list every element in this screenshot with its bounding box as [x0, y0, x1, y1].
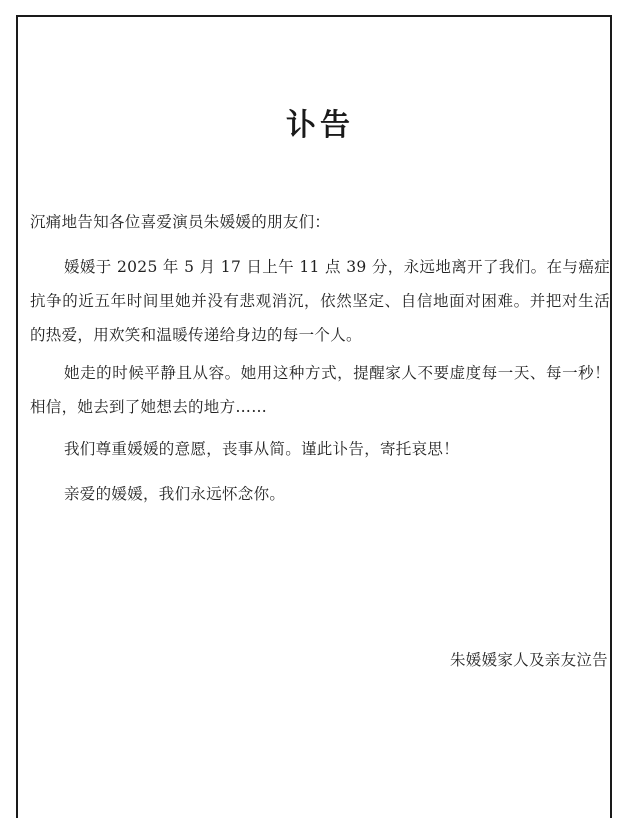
page-title: 讣告: [286, 108, 354, 143]
paragraph-funeral-arrangements: 我们尊重媛媛的意愿，丧事从简。谨此讣告，寄托哀思！: [64, 440, 460, 458]
signature: 朱媛媛家人及亲友泣告: [449, 651, 608, 669]
paragraph-announcement: 媛媛于 2025 年 5 月 17 日上午 11 点 39 分，永远地离开了我们。在与癌症抗争的近五年时间里她并没有悲观消沉，依然坚定、自信地面对困难。并把对生活的热爱，用欢笑和温暖传递给身边的每一个人。: [30, 258, 610, 344]
salutation: 沉痛地告知各位喜爱演员朱媛媛的朋友们：: [30, 213, 331, 231]
paragraph-remembrance: 亲爱的媛媛，我们永远怀念你。: [64, 485, 286, 503]
paragraph-farewell: 她走的时候平静且从容。她用这种方式，提醒家人不要虚度每一天、每一秒！相信，她去到了她想去的地方……: [30, 364, 610, 416]
